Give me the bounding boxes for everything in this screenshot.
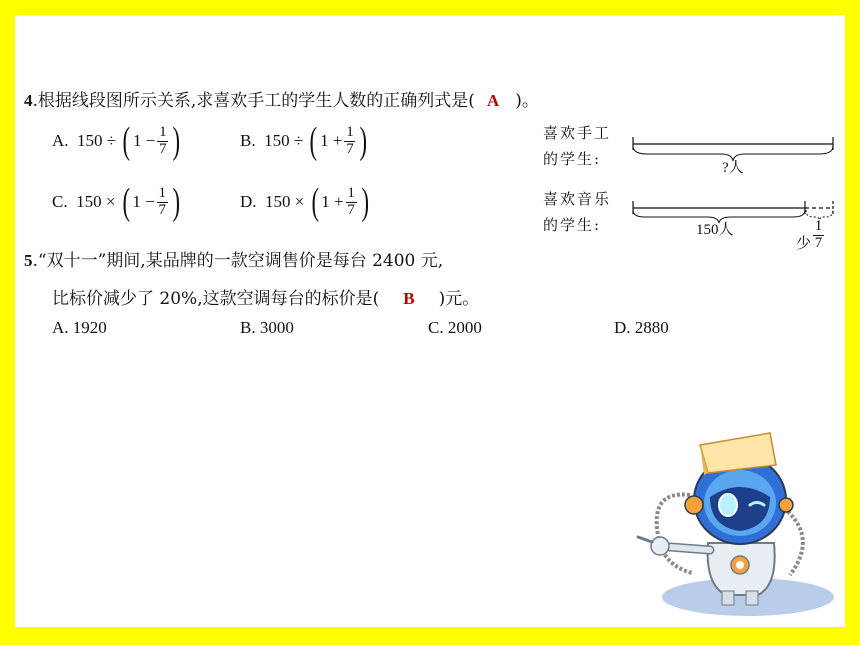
q4-option-d: D. 150 × ( 1 + $\frac{1}{7}$ ) <box>240 181 369 223</box>
q5-answer: B <box>403 289 415 308</box>
q5-stem-line2: 比标价减少了 20%,这款空调每台的标价是( B )元。 <box>52 289 480 309</box>
q4-option-b: B. 150 ÷ ( 1 + $\frac{1}{7}$ ) <box>240 120 368 162</box>
q5-stem-line1: 5.“双十一”期间,某品牌的一款空调售价是每台 2400 元, <box>24 251 444 271</box>
q5-option-a: A. 1920 <box>52 318 107 337</box>
q4-answer: A <box>486 91 500 110</box>
diagram-less-fraction: 少 $\frac{1}{7}$ <box>796 218 823 252</box>
diagram-row1-value: ?人 <box>722 160 744 176</box>
q5-option-c: C. 2000 <box>428 318 482 337</box>
robot-mascot-icon <box>630 425 845 620</box>
q4-option-c: C. 150 × ( 1 − $\frac{1}{7}$ ) <box>52 181 180 223</box>
q5-option-d: D. 2880 <box>614 318 669 337</box>
diagram-row1-label: 喜欢手工 的学生: <box>543 124 612 168</box>
diagram-row2-label: 喜欢音乐 的学生: <box>543 190 612 234</box>
diagram-row2-value: 150人 <box>696 222 734 238</box>
q5-option-b: B. 3000 <box>240 318 294 337</box>
q4-option-a: A. 150 ÷ ( 1 − $\frac{1}{7}$ ) <box>52 120 181 162</box>
q4-stem: 4.根据线段图所示关系,求喜欢手工的学生人数的正确列式是( A )。 <box>24 91 539 111</box>
